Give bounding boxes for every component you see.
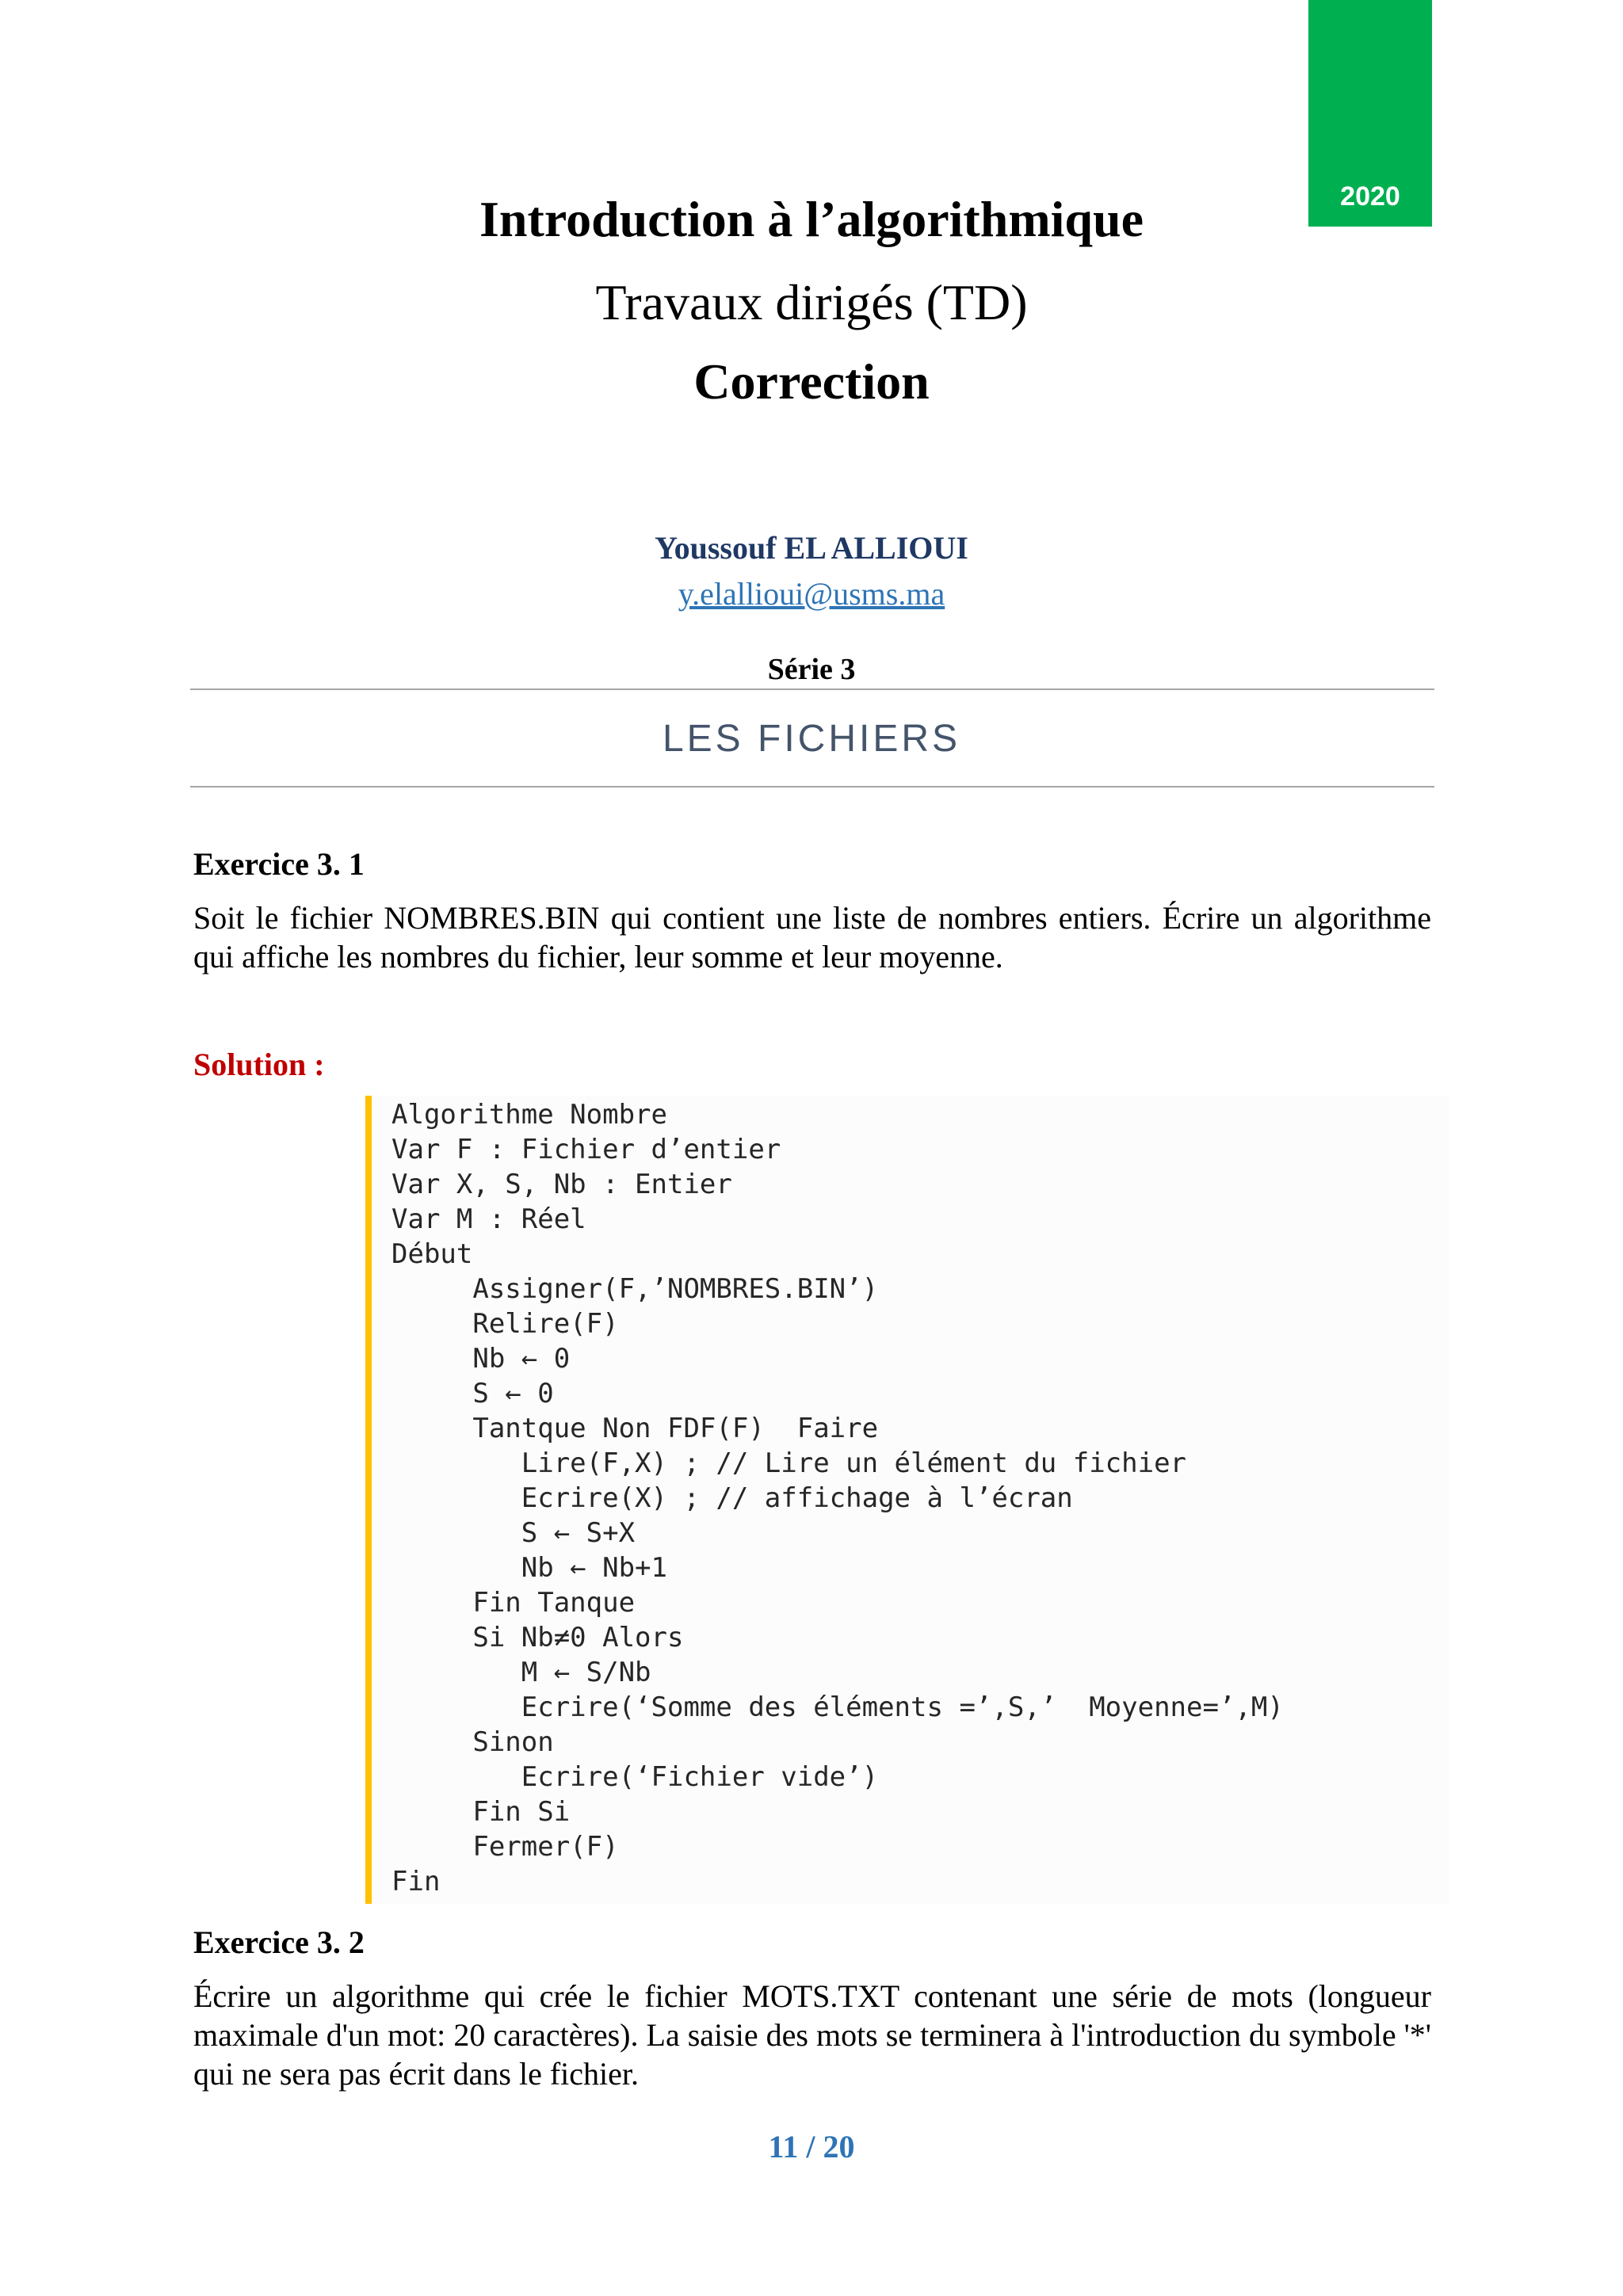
code-line: Nb ← Nb+1 <box>391 1552 667 1584</box>
divider-bottom <box>190 786 1434 788</box>
exercise-2-heading: Exercice 3. 2 <box>193 1924 365 1960</box>
code-line: S ← 0 <box>391 1378 554 1409</box>
code-line: Ecrire(‘Somme des éléments =’,S,’ Moyenne=’,M) <box>391 1691 1284 1723</box>
code-line: Var X, S, Nb : Entier <box>391 1169 732 1200</box>
serie-label: Série 3 <box>767 653 856 686</box>
code-line: Ecrire(X) ; // affichage à l’écran <box>391 1482 1073 1514</box>
code-line: Relire(F) <box>391 1308 619 1340</box>
code-line: Nb ← 0 <box>391 1343 571 1375</box>
code-line: Si Nb≠0 Alors <box>391 1622 684 1653</box>
code-line: Algorithme Nombre <box>391 1099 667 1131</box>
code-line: M ← S/Nb <box>391 1657 651 1688</box>
chapter-title: LES FICHIERS <box>662 718 961 760</box>
correction-label: Correction <box>693 353 930 410</box>
code-block <box>365 1096 1449 1904</box>
exercise-1-heading: Exercice 3. 1 <box>193 846 365 882</box>
divider-top <box>190 688 1434 690</box>
code-line: Tantque Non FDF(F) Faire <box>391 1413 879 1444</box>
code-line: Fin <box>391 1866 441 1897</box>
code-line: Assigner(F,’NOMBRES.BIN’) <box>391 1273 879 1305</box>
code-line: Fin Tanque <box>391 1587 636 1619</box>
code-line: Sinon <box>391 1726 554 1758</box>
code-line: Var M : Réel <box>391 1203 586 1235</box>
code-line: Début <box>391 1238 473 1270</box>
year-label: 2020 <box>1340 181 1400 212</box>
author-name: Youssouf EL ALLIOUI <box>655 530 968 566</box>
code-line: S ← S+X <box>391 1517 636 1549</box>
author-email-link[interactable]: y.elallioui@usms.ma <box>678 576 945 612</box>
exercise-1-text: Soit le fichier NOMBRES.BIN qui contient une liste de nombres entiers. Écrire un algorithme qui affiche les nombres du fichier, leur somme et leur moyenne. <box>193 900 1431 974</box>
code-line: Var F : Fichier d’entier <box>391 1134 781 1165</box>
code-line: Fermer(F) <box>391 1831 619 1863</box>
code-line: Ecrire(‘Fichier vide’) <box>391 1761 879 1793</box>
document-subtitle: Travaux dirigés (TD) <box>595 274 1028 330</box>
code-line: Fin Si <box>391 1796 571 1828</box>
document-title: Introduction à l’algorithmique <box>479 191 1144 247</box>
page-number: 11 / 20 <box>768 2129 855 2164</box>
solution-label: Solution : <box>193 1047 325 1082</box>
exercise-2-text: Écrire un algorithme qui crée le fichier MOTS.TXT contenant une série de mots (longueur maximale d'un mot: 20 caractères). La saisie des mots se terminera à l'introduction du symbole '*' qui ne sera pas écrit dans le fichier. <box>193 1978 1431 2092</box>
code-line: Lire(F,X) ; // Lire un élément du fichier <box>391 1447 1187 1479</box>
